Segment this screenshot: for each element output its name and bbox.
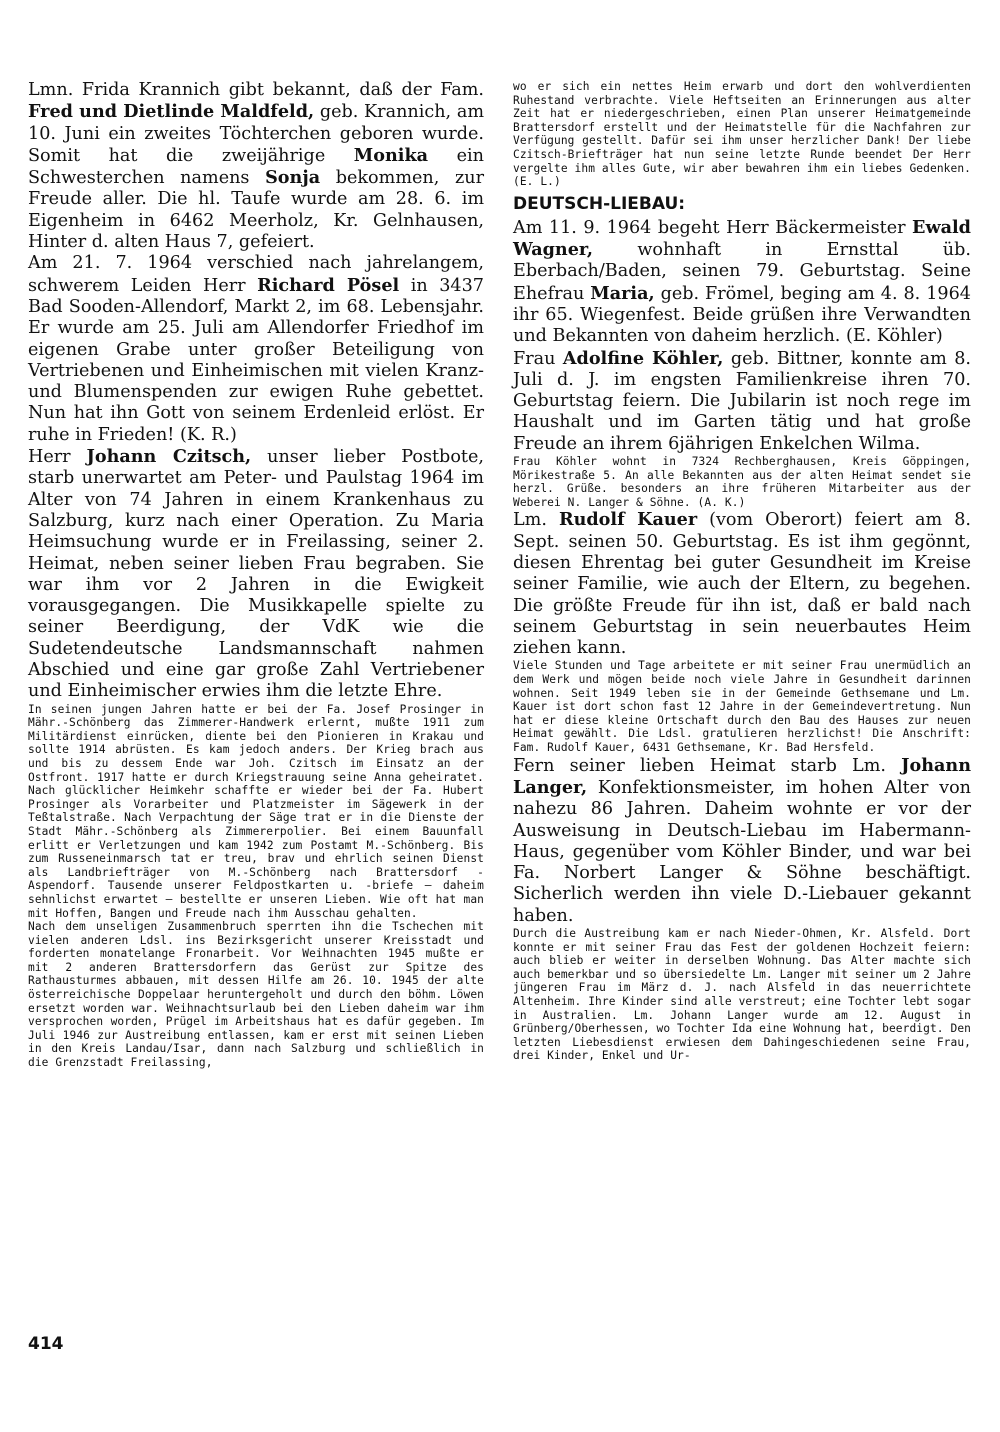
left-column <box>28 80 484 1070</box>
section-heading-deutsch-liebau: DEUTSCH-LIEBAU: <box>513 193 686 214</box>
birth-announcement-maldfeld: Lmn. Frida Krannich gibt bekannt, daß der Fam. Fred und Dietlinde Maldfeld, geb. Krannich, am 10. Juni ein zweites Töchterchen geboren wurde. Somit hat die zweijährige Monika ein Schwesterchen namens Sonja bekommen, zur Freude aller. Die hl. Taufe wurde am 28. 6. im Eigenheim in 6462 Meerholz, Kr. Gelnhausen, Hinter d. alten Haus 7, gefeiert. <box>28 80 485 253</box>
czitsch-biography-part1: In seinen jungen Jahren hatte er bei der Fa. Josef Prosinger in Mähr.-Schönberg das Zimmerer-Handwerk erlernt, mußte 1911 zum Militärdienst einrücken, diente bei den Pionieren in Krakau und sollte 1914 abrüsten. Es kam jedoch anders. Der Krieg brach aus und bis zu dessem Ende war Joh. Czitsch im Einsatz an der Ostfront. 1917 hatte er durch Kriegstrauung seine Anna geheiratet. Nach glücklicher Heimkehr schaffte er wieder bei der Fa. Hubert Prosinger als Vorarbeiter und Platzmeister im Sägewerk in der Teßtalstraße. Nach Verpachtung der Säge trat er in die Dienste der Stadt Mähr.-Schönberg als Zimmererpolier. Bei einem Bauunfall erlitt er Verletzungen und kam 1942 zum Postamt M.-Schönberg. Bis zum Russeneinmarsch tat er treu, brav und ehrlich seinen Dienst als Landbriefträger von M.-Schönberg nach Brattersdorf - Aspendorf. Tausende unserer Feldpostkarten u. -briefe — daheim sehnlichst erwartet — bestellte er unseren Lieben. Wie oft hat man mit Hoffen, Bangen und Freude nach ihm Ausschau gehalten. <box>28 702 484 920</box>
obituary-langer: Fern seiner lieben Heimat starb Lm. Johann Langer, Konfektionsmeister, im hohen Alter von nahezu 86 Jahren. Daheim wohnte er vor der Ausweisung in Deutsch-Liebau im Habermann-Haus, gegenüber vom Köhler Binder, und war bei Fa. Norbert Langer & Söhne beschäftigt. Sicherlich werden ihn viele D.-Liebauer gekannt haben. <box>513 754 971 926</box>
czitsch-biography-part2: Nach dem unseligen Zusammenbruch sperrten ihn die Tschechen mit vielen anderen Ldsl. ins Bezirksgericht unserer Kreisstadt und forderten monatelange Fronarbeit. Vor Weihnachten 1945 mußte er mit 2 anderen Brattersdorfern das Gerüst zur Spitze des Rathausturmes abbauen, mit dessen Hilfe am 26. 10. 1945 der alte österreichische Doppelaar heruntergeholt und durch den böhm. Löwen ersetzt worden war. Weihnachtsurlaub bei den Lieben daheim war ihm versprochen worden, Prügel im Arbeitshaus hat es dafür gegeben. Im Juli 1946 zur Austreibung entlassen, kam er erst mit seinen Lieben in den Kreis Landau/Isar, dann nach Salzburg und schließlich in die Grenzstadt Freilassing, <box>28 920 484 1070</box>
koehler-address-note: Frau Köhler wohnt in 7324 Rechberghausen, Kreis Göppingen, Mörikestraße 5. An alle Bekannten aus der alten Heimat sendet sie herzl. Grüße. besonders an ihre früheren Mitarbeiter aus der Weberei N. Langer & Söhne. (A. K.) <box>513 455 971 509</box>
birthday-koehler: Frau Adolfine Köhler, geb. Bittner, konnte am 8. Juli d. J. im engsten Familienkreise ihren 70. Geburtstag feiern. Die Jubilarin ist noch rege im Haushalt und im Garten tätig und hat große Freude an ihrem 6jährigen Enkelchen Wilma. <box>513 347 971 454</box>
kauer-details: Viele Stunden und Tage arbeitete er mit seiner Frau unermüdlich an dem Werk und mögen beide noch viele Jahre in Gesundheit darinnen wohnen. Seit 1949 leben sie in der Gemeinde Gethsemane und Lm. Kauer ist dort schon fast 12 Jahre in der Gemeindevertretung. Nun hat er diese kleine Ortschaft durch den Bau des Hauses zur neuen Heimat gewählt. Die Ldsl. gratulieren herzlichst! Die Anschrift: Fam. Rudolf Kauer, 6431 Gethsemane, Kr. Bad Hersfeld. <box>513 659 971 755</box>
birthday-wagner: Am 11. 9. 1964 begeht Herr Bäckermeister Ewald Wagner, wohnhaft in Ernsttal üb. Eberbach/Baden, seinen 79. Geburtstag. Seine Ehefrau Maria, geb. Frömel, beging am 4. 8. 1964 ihr 65. Wiegenfest. Beide grüßen ihre Verwandten und Bekannten von daheim herzlich. (E. Köhler) <box>513 216 971 347</box>
birthday-kauer: Lm. Rudolf Kauer (vom Oberort) feiert am 8. Sept. seinen 50. Geburtstag. Es ist ihm gegönnt, diesen Ehrentag bei guter Gesundheit im Kreise seiner Familie, wie auch der Eltern, zu begehen. Die größte Freude für ihn ist, daß er bald nach seinem Geburtstag in sein neuerbautes Heim ziehen kann. <box>513 509 971 659</box>
obituary-poesel: Am 21. 7. 1964 verschied nach jahrelangem, schwerem Leiden Herr Richard Pösel in 3437 Bad Sooden-Allendorf, Markt 2, im 68. Lebensjahr. Er wurde am 25. Juli am Allendorfer Friedhof im eigenen Grabe unter großer Beteiligung von Vertriebenen und Einheimischen mit vielen Kranz- und Blumenspenden zur ewigen Ruhe gebettet. Nun hat ihn Gott von seinem Erdenleid erlöst. Er ruhe in Frieden! (K. R.) <box>28 253 484 445</box>
page-number: 414 <box>28 1334 64 1354</box>
langer-details: Durch die Austreibung kam er nach Nieder-Ohmen, Kr. Alsfeld. Dort konnte er mit seiner Frau das Fest der goldenen Hochzeit feiern: auch blieb er weiter in derselben Wohnung. Das Alter machte sich auch bemerkbar und so übersiedelte Lm. Langer mit seiner um 2 Jahre jüngeren Frau im März d. J. nach Alsfeld in das neuerrichtete Altenheim. Ihre Kinder sind alle verstreut; eine Tochter lebt sogar in Australien. Lm. Johann Langer wurde am 12. August in Grünberg/Oberhessen, wo Tochter Ida eine Wohnung hat, beerdigt. Den letzten Liebesdienst erwiesen dem Dahingeschiedenen seine Frau, drei Kinder, Enkel und Ur- <box>513 927 971 1063</box>
right-column <box>513 80 971 1063</box>
obituary-czitsch: Herr Johann Czitsch, unser lieber Postbote, starb unerwartet am Peter- und Paulstag 1964 im Alter von 74 Jahren in einem Krankenhaus zu Salzburg, kurz nach einer Operation. Zu Maria Heimsuchung wurde er in Freilassing, seiner 2. Heimat, neben seiner lieben Frau begraben. Sie war ihm vor 2 Jahren in die Ewigkeit vorausgegangen. Die Musikkapelle spielte zu seiner Beerdigung, der VdK wie die Sudetendeutsche Landsmannschaft nahmen Abschied und eine gar große Zahl Vertriebener und Einheimischer erwies ihm die letzte Ehre. <box>28 446 484 702</box>
czitsch-biography-part3: wo er sich ein nettes Heim erwarb und dort den wohlverdienten Ruhestand verbrachte. Viele Heftseiten an Erinnerungen aus alter Zeit hat er niedergeschrieben, einen Plan unserer Heimatgemeinde Brattersdorf erstellt und der Heimatstelle für die Nachfahren zur Verfügung gestellt. Dafür sei ihm unser herzlicher Dank! Der liebe Czitsch-Briefträger hat nun seine letzte Runde beendet Der Herr vergelte ihm alles Gute, wir aber bewahren ihm ein liebes Gedenken. (E. L.) <box>513 80 971 189</box>
